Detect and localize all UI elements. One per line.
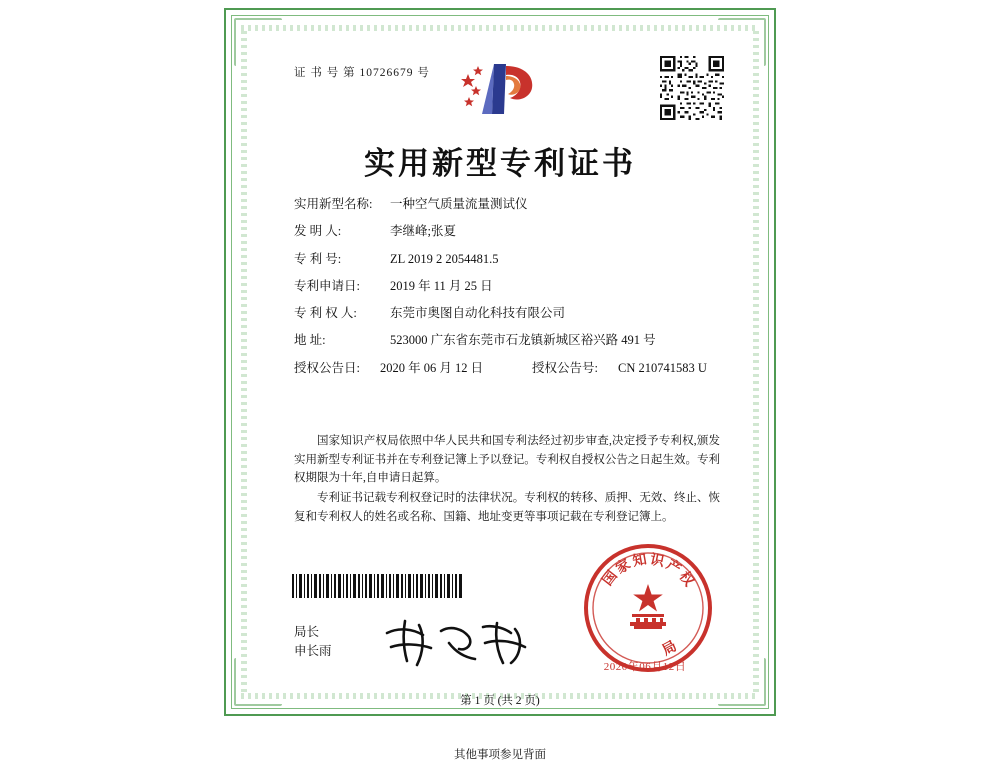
field-label: 专 利 权 人: [294,306,357,320]
field-row-grant [294,362,720,376]
certificate-number: 证 书 号 第 10726679 号 [294,67,430,79]
svg-text:知: 知 [631,552,648,570]
corner-ornament-top-left [234,18,282,66]
field-row-inventor [294,225,720,239]
field-row-patentee [294,307,720,321]
svg-text:权: 权 [675,569,697,590]
svg-text:产: 产 [663,557,684,578]
grant-number-value: CN 210741583 U [618,360,707,375]
field-label: 专 利 号: [294,251,342,266]
director-name: 申长雨 [294,644,332,659]
field-row-address [294,334,720,348]
field-label: 实用新型名称: [294,197,373,211]
page-title: 实用新型专利证书 [364,146,636,182]
field-value: 523000 广东省东莞市石龙镇新城区裕兴路 491 号 [390,333,656,348]
corner-ornament-top-right [718,18,766,66]
field-value: 李继峰;张夏 [390,224,456,239]
svg-text:识: 识 [648,552,666,571]
legal-paragraph-1: 国家知识产权局依照中华人民共和国专利法经过初步审查,决定授予专利权,颁发实用新型专利证书并在专利登记簿上予以登记。专利权自授权公告之日起生效。专利权期限为十年,自申请日起算。 [294,435,720,485]
footnote: 其他事项参见背面 [454,749,546,761]
svg-text:国: 国 [600,568,621,589]
field-label: 发 明 人: [294,224,342,239]
field-value: 2019 年 11 月 25 日 [390,278,493,293]
field-list [294,198,720,389]
svg-text:局: 局 [660,639,680,659]
director-label: 局长 [294,625,320,639]
cnipa-logo-icon [452,56,548,128]
signature-icon [379,613,539,673]
field-label: 地 址: [294,333,326,348]
certificate-page [224,8,776,738]
field-value: 一种空气质量流量测试仪 [390,197,528,211]
grant-date-label: 授权公告日: [294,360,360,375]
field-row-patent-number [294,253,720,267]
official-seal-icon [580,540,716,676]
field-value: ZL 2019 2 2054481.5 [390,251,499,266]
director-block [294,623,332,662]
seal-date: 2020年06月12日 [603,661,687,673]
barcode [292,574,462,598]
qr-code-icon [660,56,724,120]
legal-paragraphs [294,432,720,527]
field-value: 东莞市奥图自动化科技有限公司 [390,306,566,320]
grant-date-value: 2020 年 06 月 12 日 [380,360,484,375]
svg-text:家: 家 [613,557,634,578]
legal-paragraph-2: 专利证书记载专利权登记时的法律状况。专利权的转移、质押、无效、终止、恢复和专利权人的姓名或名称、国籍、地址变更等事项记载在专利登记簿上。 [294,491,720,523]
field-label: 专利申请日: [294,278,360,293]
grant-number-label: 授权公告号: [532,360,598,375]
page-number: 第 1 页 (共 2 页) [460,695,540,707]
field-row-application-date [294,280,720,294]
field-row-name [294,198,720,212]
